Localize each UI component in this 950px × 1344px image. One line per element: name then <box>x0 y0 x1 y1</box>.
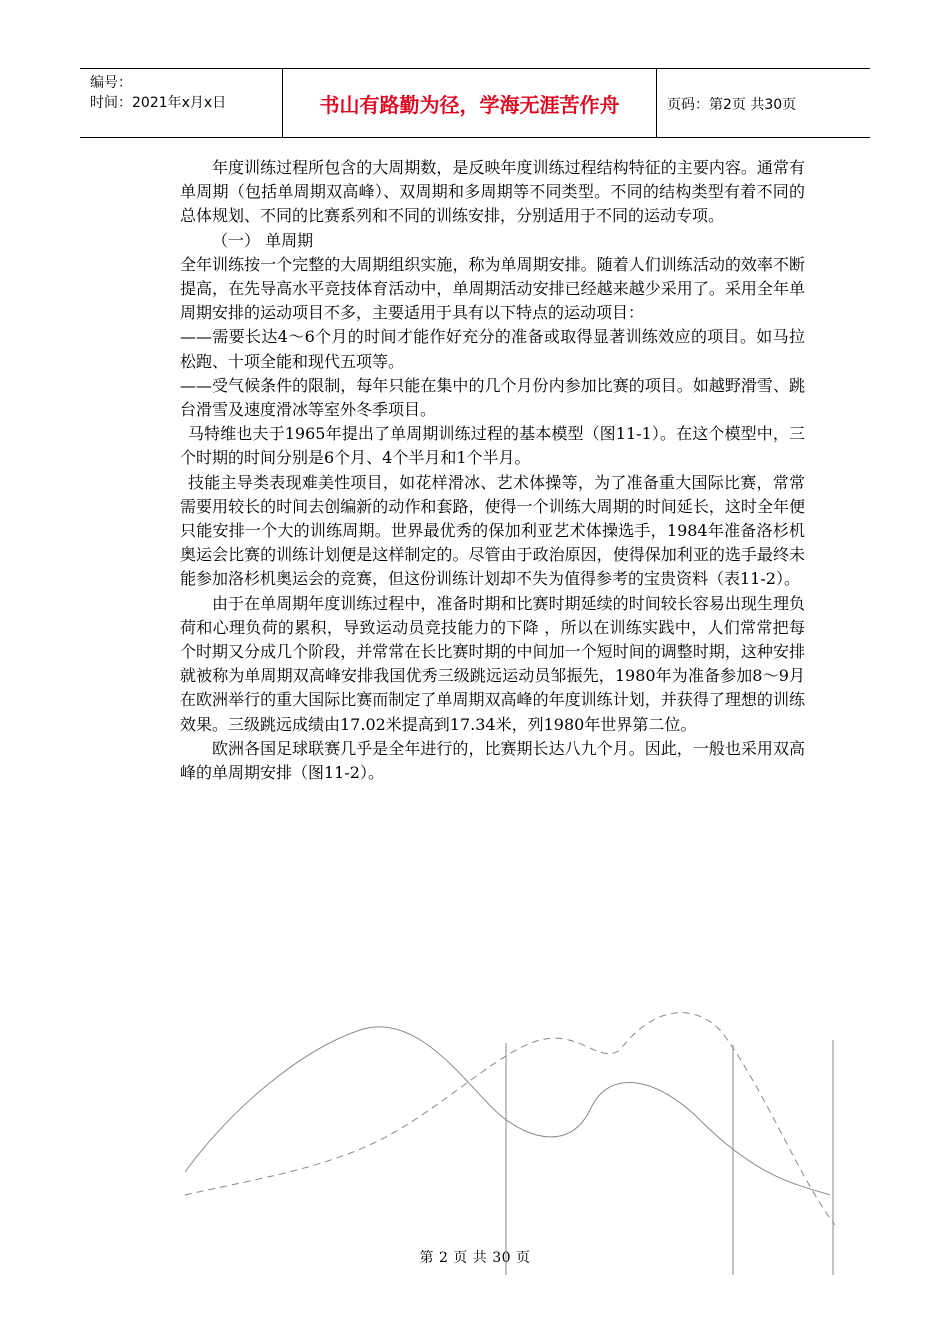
paragraph: 欧洲各国足球联赛几乎是全年进行的，比赛期长达八九个月。因此，一般也采用双高峰的单周期安排（图11-2）。 <box>180 738 805 783</box>
page-info-text: 页码：第2页 共30页 <box>667 97 797 113</box>
paragraph: 年度训练过程所包含的大周期数，是反映年度训练过程结构特征的主要内容。通常有单周期（包括单周期双高峰）、双周期和多周期等不同类型。不同的结构类型有着不同的总体规划、不同的比赛系列和不同的训练安排，分别适用于不同的运动专项。 <box>180 158 805 226</box>
footer-page-number: 第 2 页 共 30 页 <box>419 1250 531 1266</box>
paragraph: 马特维也夫于1965年提出了单周期训练过程的基本模型（图11-1）。在这个模型中，三个时期的时间分别是6个月、4个半月和1个半月。 <box>180 424 805 468</box>
list-item: ——受气候条件的限制，每年只能在集中的几个月份内参加比赛的项目。如越野滑雪、跳台滑雪及速度滑冰等室外冬季项目。 <box>180 375 805 420</box>
section-heading: （一） 单周期 <box>212 230 314 250</box>
document-number-label: 编号： <box>90 75 132 91</box>
paragraph: 全年训练按一个完整的大周期组织实施，称为单周期安排。随着人们训练活动的效率不断提高，在先导高水平竞技体育活动中，单周期活动安排已经越来越少采用了。采用全年单周期安排的运动项目不多，主要适用于具有以下特点的运动项目： <box>180 254 805 323</box>
paragraph: 由于在单周期年度训练过程中，准备时期和比赛时期延续的时间较长容易出现生理负荷和心理负荷的累积，导致运动员竞技能力的下降 ，所以在训练实践中，人们常常把每个时期又分成几个阶段，并常常在长比赛时期的中间加一个短时间的调整时期，这种安排就被称为单周期双高峰安排我国优秀三级跳远运动员邹振先，1980年为准备参加8～9月在欧洲举行的重大国际比赛而制定了单周期双高峰的年度训练计划，并获得了理想的训练效果。三级跳远成绩由17.02米提高到17.34米，列1980年世界第二位。 <box>180 593 805 734</box>
dashed-curve <box>185 1013 835 1225</box>
header-motto: 书山有路勤为径，学海无涯苦作舟 <box>283 69 657 137</box>
paragraph: 技能主导类表现难美性项目，如花样滑冰、艺术体操等，为了准备重大国际比赛，常常需要用较长的时间去创编新的动作和套路，使得一个训练大周期的时间延长，这时全年便只能安排一个大的训练周期。世界最优秀的保加利亚艺术体操选手，1984年准备洛杉机奥运会比赛的训练计划便是这样制定的。尽管由于政治原因，使得保加利亚的选手最终未能参加洛杉机奥运会的竞赛，但这份训练计划却不失为值得参考的宝贵资料（表11-2）。 <box>180 472 805 589</box>
list-item: ——需要长达4～6个月的时间才能作好充分的准备或取得显著训练效应的项目。如马拉松跑、十项全能和现代五项等。 <box>180 327 805 371</box>
document-time: 时间：2021年x月x日 <box>90 95 227 111</box>
